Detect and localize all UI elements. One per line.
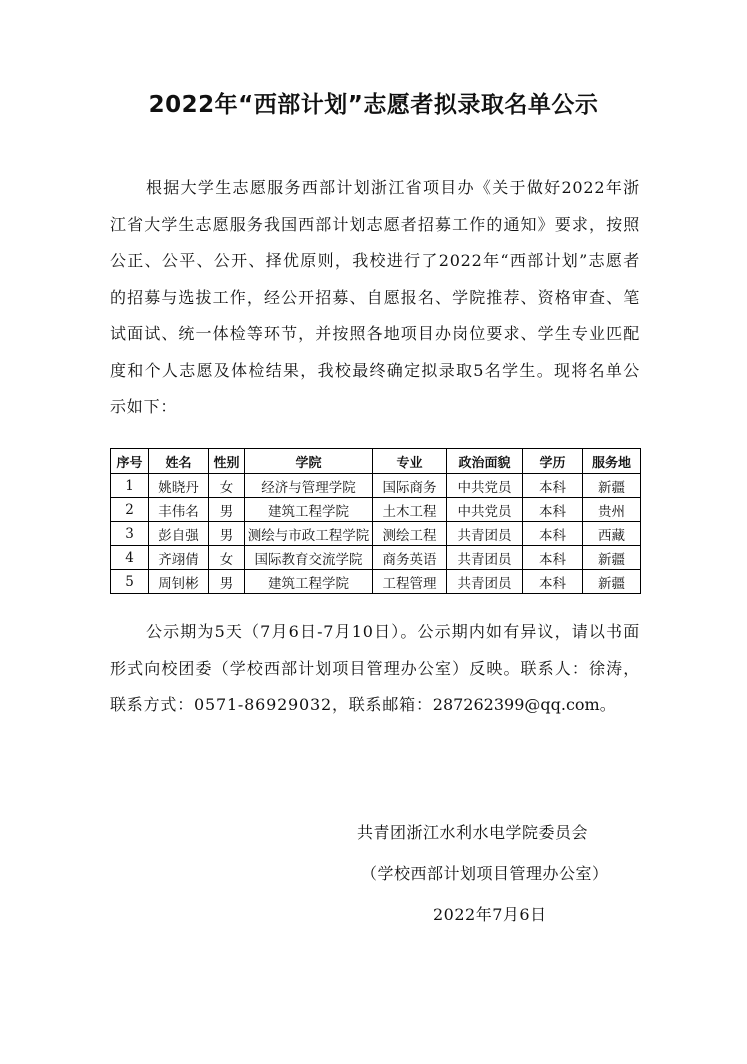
table-cell: 男 (209, 570, 245, 594)
table-cell: 彭自强 (149, 522, 209, 546)
table-cell: 共青团员 (447, 570, 523, 594)
table-cell: 女 (209, 546, 245, 570)
col-header: 政治面貌 (447, 449, 523, 474)
table-cell: 测绘与市政工程学院 (245, 522, 373, 546)
table-row (111, 546, 641, 570)
table-cell: 男 (209, 498, 245, 522)
table-cell: 3 (111, 522, 149, 546)
table-cell: 本科 (523, 546, 583, 570)
table-cell: 国际教育交流学院 (245, 546, 373, 570)
page-title: 2022年“西部计划”志愿者拟录取名单公示 (148, 92, 599, 118)
contact-email[interactable]: 287262399@qq.com。 (432, 695, 616, 714)
table-cell: 女 (209, 474, 245, 498)
table-cell: 齐翊倩 (149, 546, 209, 570)
table-cell: 贵州 (583, 498, 641, 522)
col-header: 学院 (245, 449, 373, 474)
table-cell: 姚晓丹 (149, 474, 209, 498)
table-cell: 男 (209, 522, 245, 546)
table-cell: 建筑工程学院 (245, 570, 373, 594)
table-cell: 土木工程 (373, 498, 447, 522)
table-cell: 本科 (523, 498, 583, 522)
table-cell: 新疆 (583, 474, 641, 498)
table-cell: 周钊彬 (149, 570, 209, 594)
table-cell: 丰伟名 (149, 498, 209, 522)
table-cell: 建筑工程学院 (245, 498, 373, 522)
table-cell: 本科 (523, 570, 583, 594)
table-cell: 新疆 (583, 546, 641, 570)
table-cell: 西藏 (583, 522, 641, 546)
table-cell: 工程管理 (373, 570, 447, 594)
col-header: 序号 (111, 449, 149, 474)
table-cell: 经济与管理学院 (245, 474, 373, 498)
table-row (111, 474, 641, 498)
table-cell: 共青团员 (447, 522, 523, 546)
table-row (111, 522, 641, 546)
table-row (111, 498, 641, 522)
col-header: 学历 (523, 449, 583, 474)
table-cell: 新疆 (583, 570, 641, 594)
candidate-table (110, 448, 641, 594)
table-cell: 共青团员 (447, 546, 523, 570)
table-cell: 商务英语 (373, 546, 447, 570)
signature-org: 共青团浙江水利水电学院委员会 (357, 823, 589, 842)
col-header: 服务地 (583, 449, 641, 474)
table-header-row (111, 449, 641, 474)
col-header: 性别 (209, 449, 245, 474)
signature-date: 2022年7月6日 (433, 905, 547, 924)
table-cell: 中共党员 (447, 474, 523, 498)
table-cell: 中共党员 (447, 498, 523, 522)
table-cell: 1 (111, 474, 149, 498)
table-cell: 本科 (523, 522, 583, 546)
table-cell: 国际商务 (373, 474, 447, 498)
col-header: 姓名 (149, 449, 209, 474)
table-cell: 2 (111, 498, 149, 522)
notice-text: 公示期为5天（7月6日-7月10日）。公示期内如有异议，请以书面形式向校团委（学校西部计划项目管理办公室）反映。联系人：徐涛，联系方式：0571-86929032，联系邮箱： (110, 622, 640, 714)
notice-paragraph (110, 614, 640, 724)
table-row (111, 570, 641, 594)
table-cell: 4 (111, 546, 149, 570)
col-header: 专业 (373, 449, 447, 474)
table-cell: 本科 (523, 474, 583, 498)
intro-paragraph: 根据大学生志愿服务西部计划浙江省项目办《关于做好2022年浙江省大学生志愿服务我国西部计划志愿者招募工作的通知》要求，按照公正、公平、公开、择优原则，我校进行了2022年“西部计划”志愿者的招募与选拔工作，经公开招募、自愿报名、学院推荐、资格审查、笔试面试、统一体检等环节，并按照各地项目办岗位要求、学生专业匹配度和个人志愿及体检结果，我校最终确定拟录取5名学生。现将名单公示如下： (110, 178, 640, 416)
table-cell: 5 (111, 570, 149, 594)
signature-office: （学校西部计划项目管理办公室） (361, 864, 609, 883)
table-cell: 测绘工程 (373, 522, 447, 546)
